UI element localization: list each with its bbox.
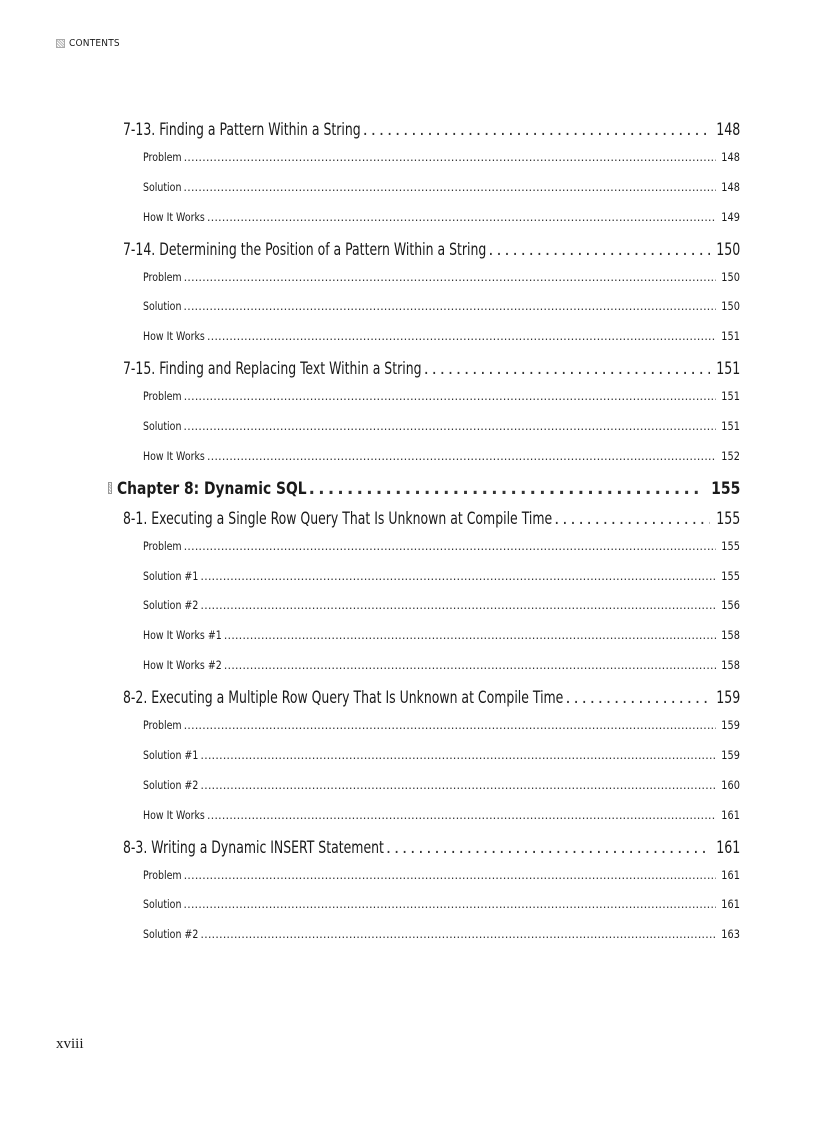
toc-dot-leader	[207, 808, 716, 822]
toc-entry-title: How It Works	[143, 209, 205, 224]
toc-entry-title: How It Works #1	[143, 628, 222, 643]
toc-entry-title: How It Works #2	[143, 658, 222, 673]
toc-entry-page: 155	[715, 508, 740, 528]
toc-entry-title: How It Works	[143, 329, 205, 344]
toc-subsection-entry[interactable]	[143, 748, 740, 762]
header-label: CONTENTS	[69, 38, 120, 49]
toc-entry-title: Solution	[143, 179, 182, 194]
toc-entry-title: 8-3. Writing a Dynamic INSERT Statement	[123, 837, 384, 857]
toc-dot-leader	[207, 210, 716, 224]
toc-dot-leader	[183, 897, 716, 911]
toc-subsection-entry[interactable]	[143, 299, 740, 313]
toc-subsection-entry[interactable]	[143, 658, 740, 672]
toc-dot-leader	[224, 628, 716, 642]
toc-subsection-entry[interactable]	[143, 539, 740, 553]
toc-entry-page: 148	[721, 179, 740, 194]
toc-subsection-entry[interactable]	[143, 598, 740, 612]
toc-entry-page: 156	[721, 598, 740, 613]
toc-entry-page: 161	[721, 867, 740, 882]
toc-subsection-entry[interactable]	[143, 808, 740, 822]
toc-entry-title: Solution #1	[143, 568, 199, 583]
page-number: xviii	[56, 1036, 84, 1052]
toc-dot-leader	[386, 838, 710, 857]
toc-dot-leader	[183, 419, 716, 433]
toc-dot-leader	[184, 718, 716, 732]
toc-subsection-entry[interactable]	[143, 449, 740, 463]
toc-entry-page: 150	[721, 299, 740, 314]
toc-subsection-entry[interactable]	[143, 389, 740, 403]
toc-entry-title: Solution #2	[143, 598, 199, 613]
toc-dot-leader	[200, 778, 716, 792]
toc-dot-leader	[565, 688, 709, 707]
toc-entry-page: 155	[721, 538, 740, 553]
toc-entry-title: 7-13. Finding a Pattern Within a String	[123, 120, 361, 139]
toc-entry-page: 161	[721, 807, 740, 822]
toc-dot-leader	[200, 748, 716, 762]
toc-entry-title: Problem	[143, 718, 182, 732]
toc-dot-leader	[200, 927, 716, 941]
toc-entry-page: 148	[721, 149, 740, 164]
toc-entry-page: 159	[715, 688, 740, 708]
toc-dot-leader	[184, 389, 716, 403]
header-box-icon	[56, 39, 65, 48]
toc-subsection-entry[interactable]	[143, 868, 740, 882]
toc-entry-page: 149	[721, 209, 740, 224]
toc-subsection-entry[interactable]	[143, 180, 740, 194]
toc-entry-page: 151	[721, 329, 740, 344]
toc-entry-title: Problem	[143, 269, 182, 284]
toc-section-entry[interactable]	[123, 838, 740, 857]
toc-chapter-entry[interactable]	[108, 479, 740, 498]
toc-entry-page: 152	[721, 448, 740, 463]
toc-subsection-entry[interactable]	[143, 270, 740, 284]
toc-subsection-entry[interactable]	[143, 419, 740, 433]
toc-entry-title: Problem	[143, 867, 182, 882]
toc-section-entry[interactable]	[123, 688, 740, 707]
toc-dot-leader	[488, 240, 709, 259]
toc-subsection-entry[interactable]	[143, 150, 740, 164]
toc-dot-leader	[183, 299, 716, 313]
toc-entry-title: Solution	[143, 299, 182, 314]
toc-subsection-entry[interactable]	[143, 718, 740, 732]
toc-dot-leader	[424, 359, 710, 378]
toc-subsection-entry[interactable]	[143, 569, 740, 583]
chapter-box-icon	[108, 482, 112, 494]
toc-dot-leader	[554, 509, 710, 528]
toc-entry-title: 8-2. Executing a Multiple Row Query That Is Unknown at Compile Time	[123, 688, 564, 708]
running-header	[56, 38, 120, 49]
toc-section-entry[interactable]	[123, 240, 740, 259]
toc-entry-title: How It Works	[143, 807, 205, 822]
toc-dot-leader	[224, 658, 716, 672]
toc-entry-title: Solution #2	[143, 777, 199, 792]
toc-subsection-entry[interactable]	[143, 628, 740, 642]
toc-subsection-entry[interactable]	[143, 927, 740, 941]
toc-subsection-entry[interactable]	[143, 329, 740, 343]
toc-entry-page: 159	[721, 718, 740, 732]
toc-dot-leader	[309, 479, 704, 498]
toc-entry-page: 163	[721, 927, 740, 942]
toc-entry-page: 160	[721, 777, 740, 792]
toc-entry-page: 148	[715, 120, 740, 139]
toc-entry-title: Problem	[143, 149, 182, 164]
toc-entry-title: Problem	[143, 389, 182, 404]
toc-subsection-entry[interactable]	[143, 897, 740, 911]
toc-entry-page: 151	[715, 359, 740, 379]
toc-dot-leader	[184, 868, 716, 882]
toc-entry-title: 8-1. Executing a Single Row Query That Is Unknown at Compile Time	[123, 508, 553, 528]
toc-entry-title: Solution #1	[143, 747, 199, 762]
toc-section-entry[interactable]	[123, 120, 740, 139]
toc-entry-page: 151	[721, 419, 740, 433]
toc-entry-page: 150	[715, 239, 740, 259]
toc-dot-leader	[184, 270, 716, 284]
toc-subsection-entry[interactable]	[143, 210, 740, 224]
toc-entry-title: Solution	[143, 897, 182, 912]
toc-dot-leader	[207, 329, 716, 343]
toc-entry-page: 150	[721, 269, 740, 284]
toc-entry-title: How It Works	[143, 448, 205, 463]
toc-entry-title: 7-15. Finding and Replacing Text Within a String	[123, 359, 422, 379]
toc-entry-title: Problem	[143, 538, 182, 553]
toc-dot-leader	[184, 150, 716, 164]
toc-entry-page: 158	[721, 658, 740, 673]
toc-dot-leader	[184, 539, 716, 553]
toc-section-entry[interactable]	[123, 359, 740, 378]
toc-entry-title: Solution	[143, 419, 182, 433]
toc-dot-leader	[207, 449, 716, 463]
toc-entry-page: 155	[710, 478, 740, 498]
toc-entry-title: Chapter 8: Dynamic SQL	[117, 478, 307, 498]
toc-dot-leader	[200, 569, 716, 583]
toc-entry-title: Solution #2	[143, 927, 199, 942]
toc-dot-leader	[200, 598, 716, 612]
toc-entry-title: 7-14. Determining the Position of a Pattern Within a String	[123, 239, 487, 259]
toc-entry-page: 155	[721, 568, 740, 583]
toc-entry-page: 161	[721, 897, 740, 912]
toc-entry-page: 158	[721, 628, 740, 643]
toc-dot-leader	[183, 180, 716, 194]
toc-dot-leader	[363, 120, 710, 139]
toc-entry-page: 159	[721, 747, 740, 762]
toc-section-entry[interactable]	[123, 509, 740, 528]
toc-subsection-entry[interactable]	[143, 778, 740, 792]
toc-entry-page: 161	[715, 837, 740, 857]
toc-entry-page: 151	[721, 389, 740, 404]
